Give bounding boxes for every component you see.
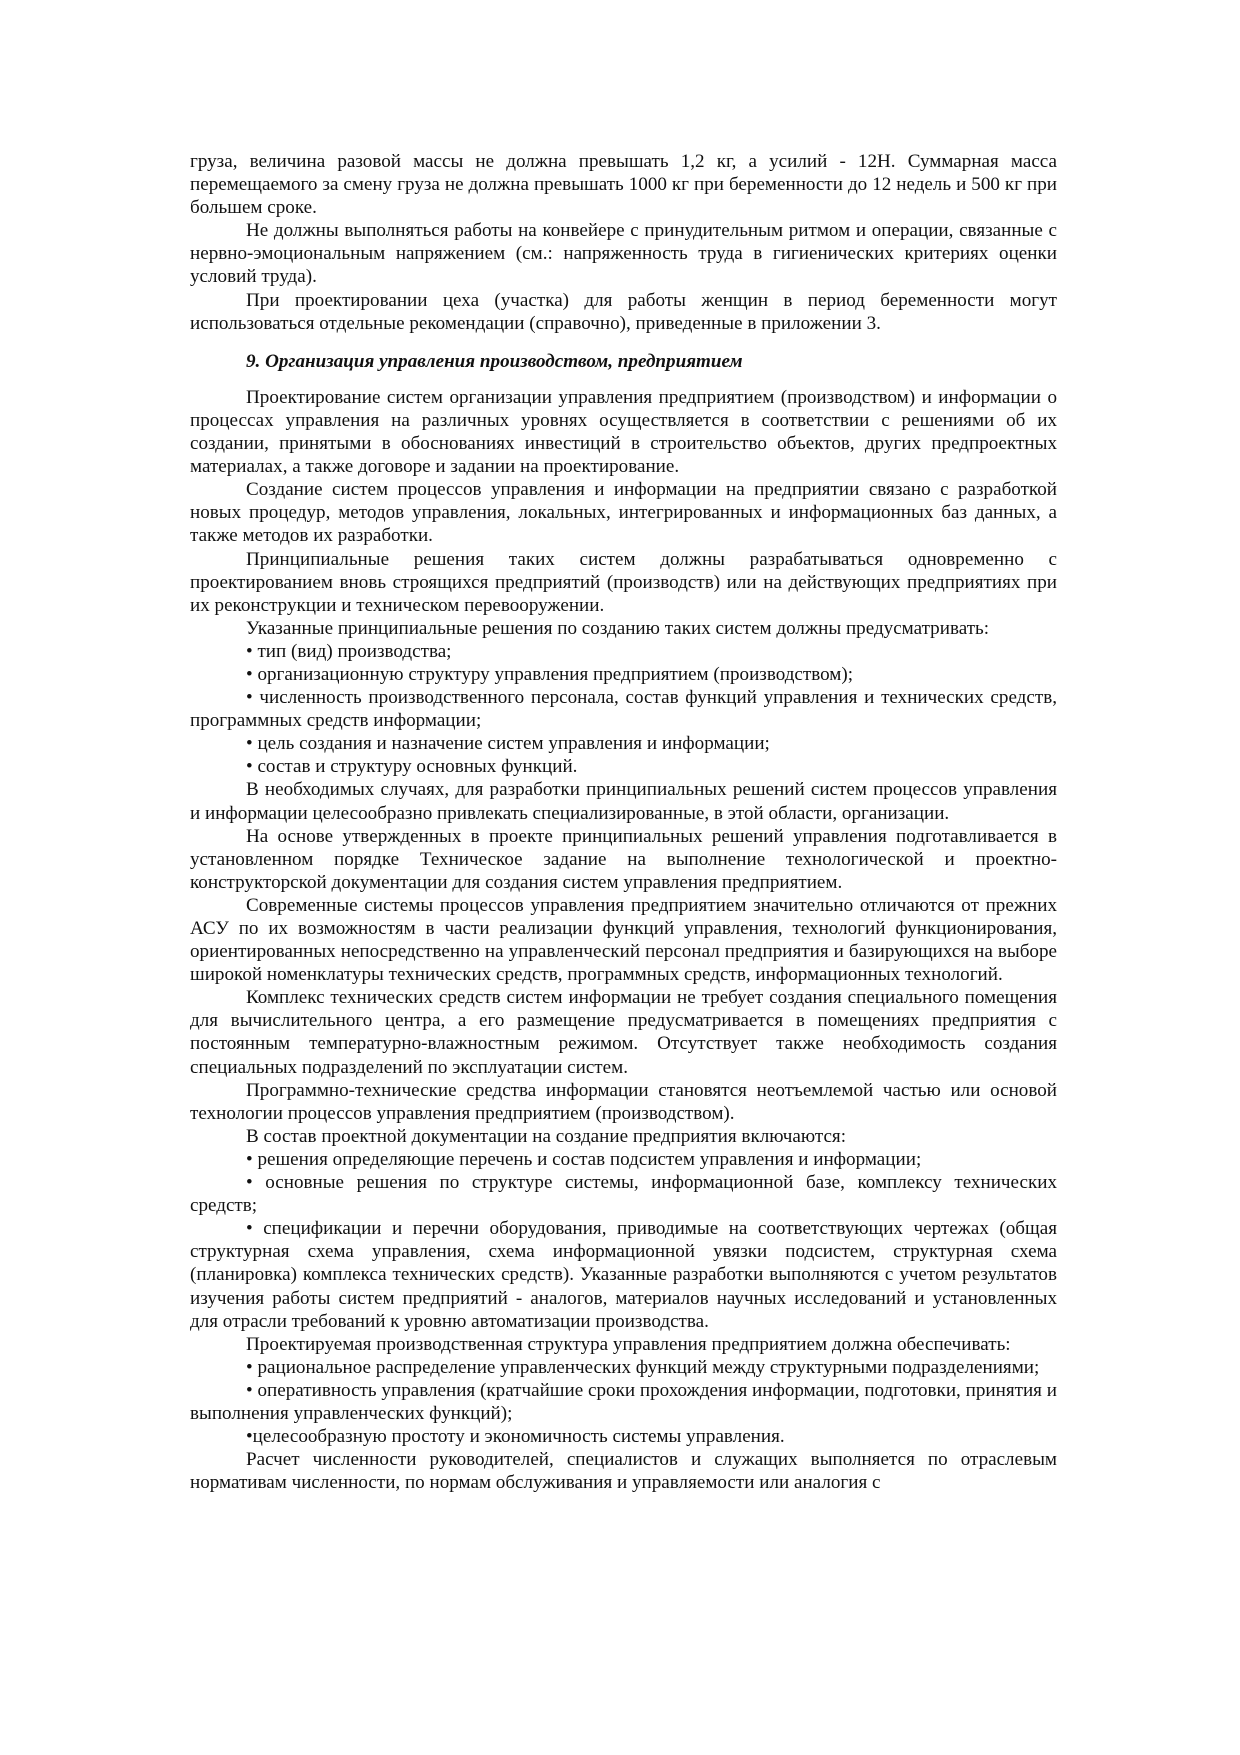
paragraph: Программно-технические средства информации становятся неотъемлемой частью или основой технологии процессов управления предприятием (производством).: [190, 1079, 1057, 1124]
paragraph: В состав проектной документации на создание предприятия включаются:: [246, 1125, 847, 1147]
paragraph: На основе утвержденных в проекте принципиальных решений управления подготавливается в установленном порядке Техническое задание на выполнение технологической и проектно-конструкторской документации для создания систем управления предприятием.: [190, 825, 1057, 893]
list-item: • основные решения по структуре системы, информационной базе, комплексу технических средств;: [190, 1172, 1057, 1217]
paragraph: Создание систем процессов управления и информации на предприятии связано с разработкой новых процедур, методов управления, локальных, интегрированных и информационных баз данных, а также методов их разработки.: [190, 479, 1057, 547]
document-page: [190, 150, 1057, 1494]
paragraph: Не должны выполняться работы на конвейере с принудительным ритмом и операции, связанные с нервно-эмоциональным напряжением (см.: напряженность труда в гигиенических критериях оценки условий труда).: [190, 220, 1057, 288]
paragraph: Принципиальные решения таких систем должны разрабатываться одновременно с проектированием вновь строящихся предприятий (производств) или на действующих предприятиях при их реконструкции и техническом перевооружении.: [190, 548, 1057, 616]
paragraph: Проектирование систем организации управления предприятием (производством) и информации о процессах управления на различных уровнях осуществляется в соответствии с решениями об их создании, принятыми в обоснованиях инвестиций в строительство объектов, других предпроектных материалах, а также договоре и задании на проектирование.: [190, 386, 1057, 478]
list-item: • решения определяющие перечень и состав подсистем управления и информации;: [246, 1148, 922, 1170]
section-heading: 9. Организация управления производством, предприятием: [246, 350, 743, 372]
list-item: • состав и структуру основных функций.: [246, 756, 578, 778]
list-item: • рациональное распределение управленческих функций между структурными подразделениями;: [246, 1356, 1040, 1378]
paragraph: Расчет численности руководителей, специалистов и служащих выполняется по отраслевым нормативам численности, по нормам обслуживания и управляемости или аналогия с: [190, 1449, 1057, 1494]
paragraph: Современные системы процессов управления предприятием значительно отличаются от прежних АСУ по их возможностям в части реализации функций управления, технологий функционирования, ориентированных непосредственно на управленческий персонал предприятия и базирующихся на выборе широкой номенклатуры технических средств, программных средств, информационных технологий.: [190, 894, 1057, 986]
list-item: • организационную структуру управления предприятием (производством);: [246, 663, 854, 685]
paragraph: При проектировании цеха (участка) для работы женщин в период беременности могут использоваться отдельные рекомендации (справочно), приведенные в приложении 3.: [190, 289, 1057, 334]
paragraph: В необходимых случаях, для разработки принципиальных решений систем процессов управления и информации целесообразно привлекать специализированные, в этой области, организации.: [190, 779, 1057, 824]
paragraph: груза, величина разовой массы не должна превышать 1,2 кг, а усилий - 12Н. Суммарная масса перемещаемого за смену груза не должна превышать 1000 кг при беременности до 12 недель и 500 кг при большем сроке.: [190, 151, 1057, 219]
paragraph: Проектируемая производственная структура управления предприятием должна обеспечивать:: [246, 1333, 1011, 1355]
list-item: •целесообразную простоту и экономичность системы управления.: [246, 1426, 785, 1448]
paragraph: Комплекс технических средств систем информации не требует создания специального помещения для вычислительного центра, а его размещение предусматривается в помещениях предприятия с постоянным температурно-влажностным режимом. Отсутствует также необходимость создания специальных подразделений по эксплуатации систем.: [190, 987, 1057, 1078]
list-item: • тип (вид) производства;: [246, 640, 452, 662]
list-item: • спецификации и перечни оборудования, приводимые на соответствующих чертежах (общая структурная схема управления, схема информационной увязки подсистем, структурная схема (планировка) комплекса технических средств). Указанные разработки выполняются с учетом результатов изучения работы систем предприятий - аналогов, материалов научных исследований и установленных для отрасли требований к уровню автоматизации производства.: [190, 1218, 1057, 1332]
list-item: • оперативность управления (кратчайшие сроки прохождения информации, подготовки, принятия и выполнения управленческих функций);: [190, 1379, 1057, 1424]
list-item: • цель создания и назначение систем управления и информации;: [246, 733, 770, 755]
paragraph: Указанные принципиальные решения по созданию таких систем должны предусматривать:: [246, 617, 990, 639]
list-item: • численность производственного персонала, состав функций управления и технических средств, программных средств информации;: [190, 687, 1057, 732]
